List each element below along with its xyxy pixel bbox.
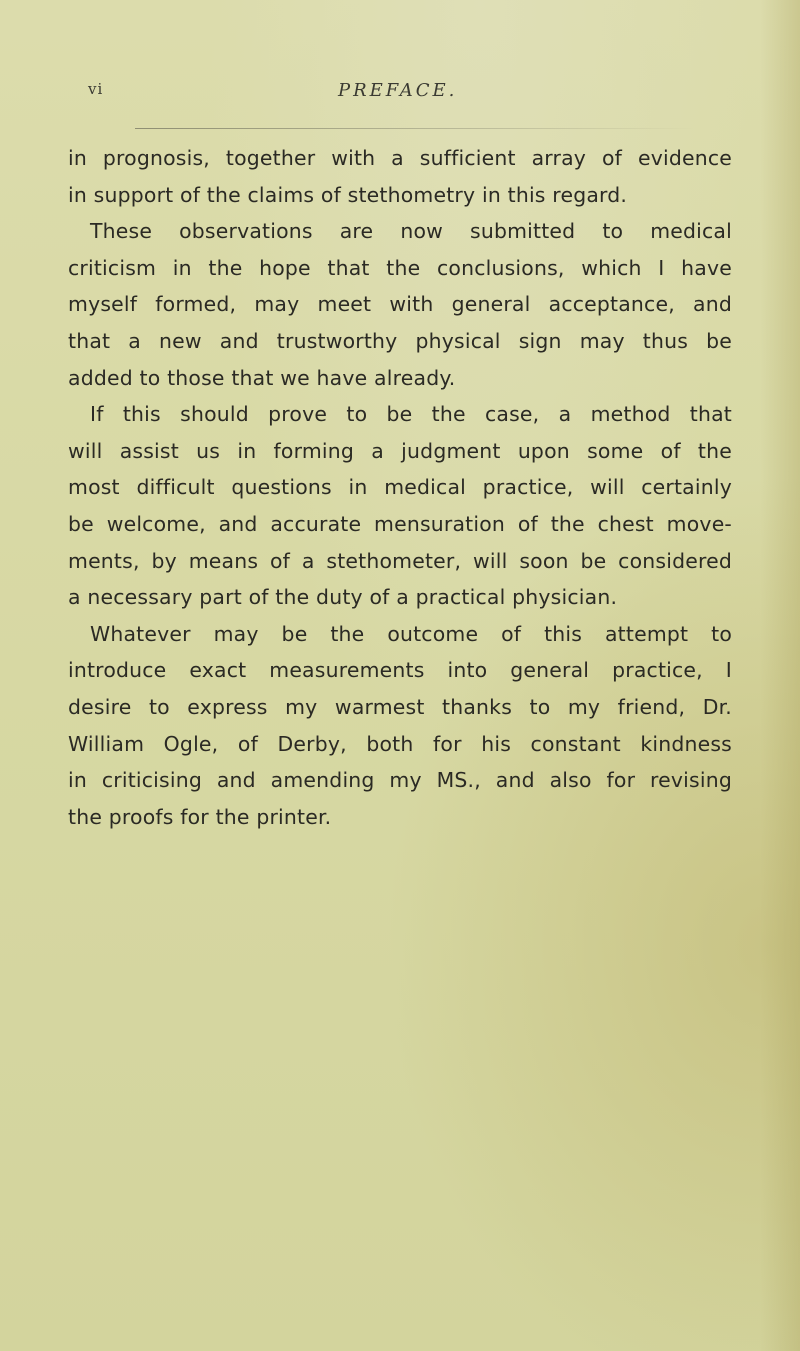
text-line: These observations are now submitted to medical <box>90 219 732 244</box>
text-line: that a new and trustworthy physical sign may thus be <box>68 328 732 353</box>
text-line: will assist us in forming a judgment upon some of the <box>68 438 732 463</box>
text-line: Whatever may be the outcome of this attempt to <box>90 621 732 646</box>
running-head: PREFACE. <box>338 80 458 101</box>
text-line: in prognosis, together with a sufficient array of evidence <box>68 146 732 170</box>
text-line: If this should prove to be the case, a method that <box>90 402 732 427</box>
page-edge-shadow <box>760 0 800 1351</box>
text-line: most difficult questions in medical practice, will certainly <box>68 475 732 500</box>
text-line: in support of the claims of stethometry in this regard. <box>68 182 628 207</box>
text-line: desire to express my warmest thanks to my friend, Dr. <box>68 694 732 719</box>
text-line: a necessary part of the duty of a practical physician. <box>68 585 618 610</box>
text-line: criticism in the hope that the conclusions, which I have <box>68 255 732 280</box>
text-line: be welcome, and accurate mensuration of the chest move- <box>68 511 732 536</box>
text-line: ments, by means of a stethometer, will soon be considered <box>68 548 732 573</box>
page-number: vi <box>88 80 104 98</box>
text-line: introduce exact measurements into general practice, I <box>68 658 732 683</box>
header-rule <box>135 128 695 129</box>
text-line: William Ogle, of Derby, both for his constant kindness <box>68 731 732 756</box>
text-line: in criticising and amending my MS., and also for revising <box>68 768 732 793</box>
text-line: added to those that we have already. <box>68 365 456 390</box>
text-line: the proofs for the printer. <box>68 804 332 829</box>
preface-text <box>68 140 732 835</box>
text-line: myself formed, may meet with general acceptance, and <box>68 292 732 317</box>
page-header <box>88 80 720 108</box>
